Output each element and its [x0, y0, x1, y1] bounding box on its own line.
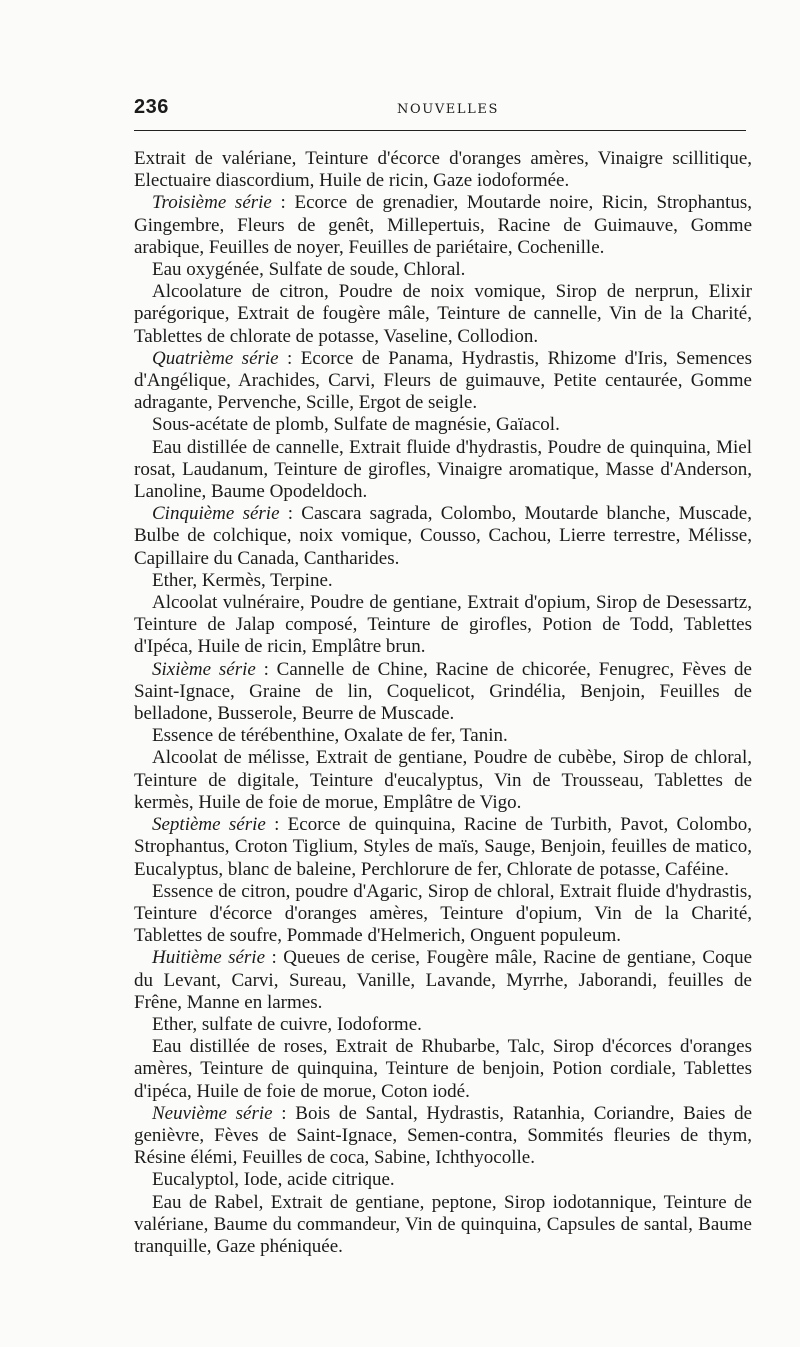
series-name: Neuvième série	[152, 1102, 273, 1124]
paragraph	[134, 947, 752, 1014]
paragraph	[134, 148, 752, 192]
series-name: Septième série	[152, 814, 266, 836]
series-name: Cinquième série	[152, 503, 280, 525]
paragraph-text: Alcoolature de citron, Poudre de noix vomique, Sirop de nerprun, Elixir parégorique, Extrait de fougère mâle, Teinture de cannelle, Vin de la Charité, Tablettes de chlorate de potasse, Vaseline, Collodion.	[134, 281, 752, 347]
paragraph	[134, 570, 752, 592]
paragraph	[134, 592, 752, 659]
paragraph-text: : Bois de Santal, Hydrastis, Ratanhia, Coriandre, Baies de genièvre, Fèves de Saint-Ignace, Semen-contra, Sommités fleuries de thym, Résine élémi, Feuilles de coca, Sabine, Ichthyocolle.	[134, 1102, 752, 1169]
paragraph-text: : Ecorce de quinquina, Racine de Turbith, Pavot, Colombo, Strophantus, Croton Tiglium, Styles de maïs, Sauge, Benjoin, feuilles de matico, Eucalyptus, blanc de baleine, Perchlorure de fer, Chlorate de potasse, Caféine.	[134, 814, 753, 880]
paragraph	[134, 348, 752, 415]
paragraph	[134, 281, 752, 348]
paragraph-text: Eau oxygénée, Sulfate de soude, Chloral.	[152, 259, 466, 281]
paragraph-text: : Ecorce de Panama, Hydrastis, Rhizome d'Iris, Semences d'Angélique, Arachides, Carvi, Fleurs de guimauve, Petite centaurée, Gomme adragante, Pervenche, Scille, Ergot de seigle.	[134, 347, 752, 414]
paragraph	[134, 1014, 752, 1036]
paragraph	[134, 414, 752, 436]
series-name: Troisième série	[152, 192, 272, 214]
paragraph	[134, 881, 752, 948]
paragraph-text: Essence de térébenthine, Oxalate de fer, Tanin.	[152, 725, 508, 747]
paragraph-text: : Cannelle de Chine, Racine de chicorée, Fenugrec, Fèves de Saint-Ignace, Graine de lin, Coquelicot, Grindélia, Benjoin, Feuilles de belladone, Busserole, Beurre de Muscade.	[134, 658, 752, 725]
document-page	[134, 92, 762, 1258]
paragraph-text: : Ecorce de grenadier, Moutarde noire, Ricin, Strophantus, Gingembre, Fleurs de genêt, Millepertuis, Racine de Guimauve, Gomme arabique, Feuilles de noyer, Feuilles de pariétaire, Cochenille.	[134, 192, 752, 258]
page-header	[134, 92, 762, 130]
paragraph-text: Eau distillée de cannelle, Extrait fluide d'hydrastis, Poudre de quinquina, Miel rosat, Laudanum, Teinture de girofles, Vinaigre aromatique, Masse d'Anderson, Lanoline, Baume Opodeldoch.	[134, 436, 752, 503]
paragraph-text: Essence de citron, poudre d'Agaric, Sirop de chloral, Extrait fluide d'hydrastis, Teinture d'écorce d'oranges amères, Teinture d'opium, Vin de la Charité, Tablettes de soufre, Pommade d'Helmerich, Onguent populeum.	[134, 880, 752, 947]
header-rule	[134, 130, 746, 131]
paragraph	[134, 1036, 752, 1103]
series-name: Huitième série	[152, 947, 266, 969]
paragraph-text: Sous-acétate de plomb, Sulfate de magnésie, Gaïacol.	[152, 414, 560, 436]
paragraph-text: Eau de Rabel, Extrait de gentiane, peptone, Sirop iodotannique, Teinture de valériane, Baume du commandeur, Vin de quinquina, Capsules de santal, Baume tranquille, Gaze phéniquée.	[134, 1191, 752, 1257]
paragraph	[134, 437, 752, 504]
series-name: Sixième série	[152, 658, 256, 680]
paragraph	[134, 259, 752, 281]
paragraph	[134, 503, 752, 570]
paragraph	[134, 747, 752, 814]
paragraph-text: : Cascara sagrada, Colombo, Moutarde blanche, Muscade, Bulbe de colchique, noix vomique, Cousso, Cachou, Lierre terrestre, Mélisse, Capillaire du Canada, Cantharides.	[134, 503, 752, 569]
series-name: Quatrième série	[152, 347, 279, 369]
paragraph-text: Eau distillée de roses, Extrait de Rhubarbe, Talc, Sirop d'écorces d'oranges amères, Teinture de quinquina, Teinture de benjoin, Potion cordiale, Tablettes d'ipéca, Huile de foie de morue, Coton iodé.	[134, 1036, 752, 1102]
paragraph	[134, 1103, 752, 1170]
paragraph-text: Alcoolat vulnéraire, Poudre de gentiane, Extrait d'opium, Sirop de Desessartz, Teinture de Jalap composé, Teinture de girofles, Potion de Todd, Tablettes d'Ipéca, Huile de ricin, Emplâtre brun.	[134, 592, 752, 658]
paragraph	[134, 814, 752, 881]
paragraph	[134, 1169, 752, 1191]
body-text	[134, 148, 752, 1258]
paragraph-text: Eucalyptol, Iode, acide citrique.	[152, 1169, 395, 1191]
paragraph	[134, 192, 752, 259]
page-number: 236	[134, 96, 169, 118]
paragraph	[134, 725, 752, 747]
paragraph-text: Ether, sulfate de cuivre, Iodoforme.	[152, 1013, 422, 1035]
paragraph-text: : Queues de cerise, Fougère mâle, Racine de gentiane, Coque du Levant, Carvi, Sureau, Vanille, Lavande, Myrrhe, Jaborandi, feuilles de Frêne, Manne en larmes.	[134, 947, 753, 1013]
paragraph-text: Alcoolat de mélisse, Extrait de gentiane, Poudre de cubèbe, Sirop de chloral, Teinture de digitale, Teinture d'eucalyptus, Vin de Trousseau, Tablettes de kermès, Huile de foie de morue, Emplâtre de Vigo.	[134, 747, 752, 813]
running-head: NOUVELLES	[397, 102, 499, 117]
paragraph	[134, 1192, 752, 1259]
paragraph-text: Ether, Kermès, Terpine.	[152, 569, 333, 591]
paragraph	[134, 659, 752, 726]
paragraph-text: Extrait de valériane, Teinture d'écorce d'oranges amères, Vinaigre scillitique, Electuaire diascordium, Huile de ricin, Gaze iodoformée.	[134, 148, 752, 192]
